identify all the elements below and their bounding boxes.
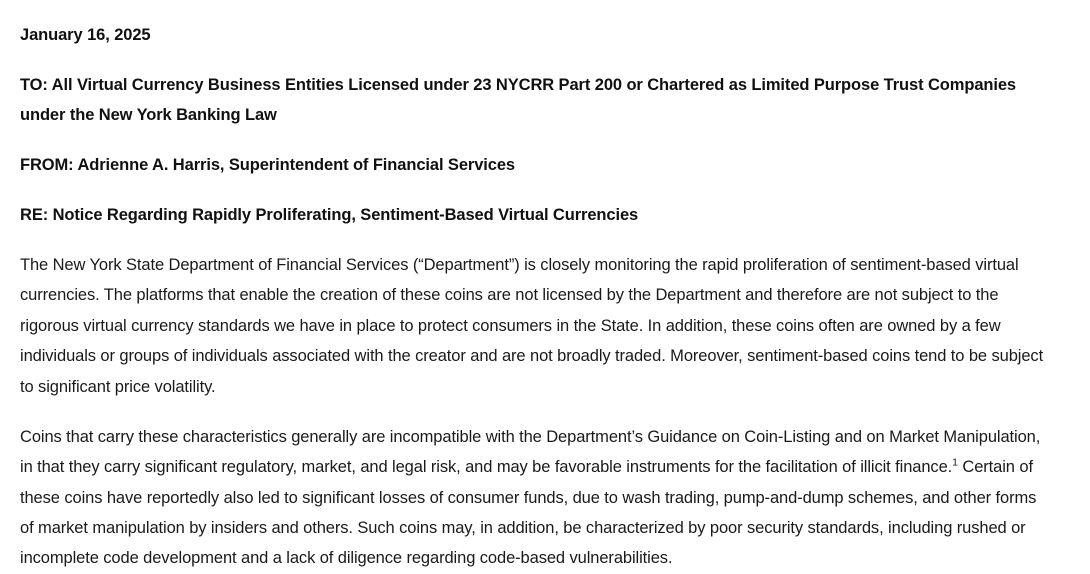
footnote-reference-1[interactable]: 1 [952, 456, 958, 469]
document-date: January 16, 2025 [20, 26, 151, 44]
memo-to-line: TO: All Virtual Currency Business Entities Licensed under 23 NYCRR Part 200 or Chartered as Limited Purpose Trust Companies under the New York Banking Law [20, 76, 1017, 125]
paragraph-2 [20, 422, 1044, 574]
memo-from-line: FROM: Adrienne A. Harris, Superintendent of Financial Services [20, 156, 516, 175]
paragraph-2-part-1: Coins that carry these characteristics generally are incompatible with the Department’s Guidance on Coin-Listing and on Market Manipulation, in that they carry significant regulatory, market, and legal risk, and may be favorable instruments for the facilitation of illicit finance. [20, 427, 1041, 477]
memo-re-line: RE: Notice Regarding Rapidly Proliferating, Sentiment-Based Virtual Currencies [20, 206, 639, 225]
paragraph-1: The New York State Department of Financial Services (“Department”) is closely monitoring the rapid proliferation of sentiment-based virtual currencies. The platforms that enable the creation of these coins are not licensed by the Department and therefore are not subject to the rigorous virtual currency standards we have in place to protect consumers in the State. In addition, these coins often are owned by a few individuals or groups of individuals associated with the creator and are not broadly traded. Moreover, sentiment-based coins tend to be subject to significant price volatility. [20, 256, 1044, 396]
paragraph-2-part-2: Certain of these coins have reportedly also led to significant losses of consumer funds, due to wash trading, pump-and-dump schemes, and other forms of market manipulation by insiders and others. Such coins may, in addition, be characterized by poor security standards, including rushed or incomplete code development and a lack of diligence regarding code-based vulnerabilities. [20, 458, 1037, 568]
